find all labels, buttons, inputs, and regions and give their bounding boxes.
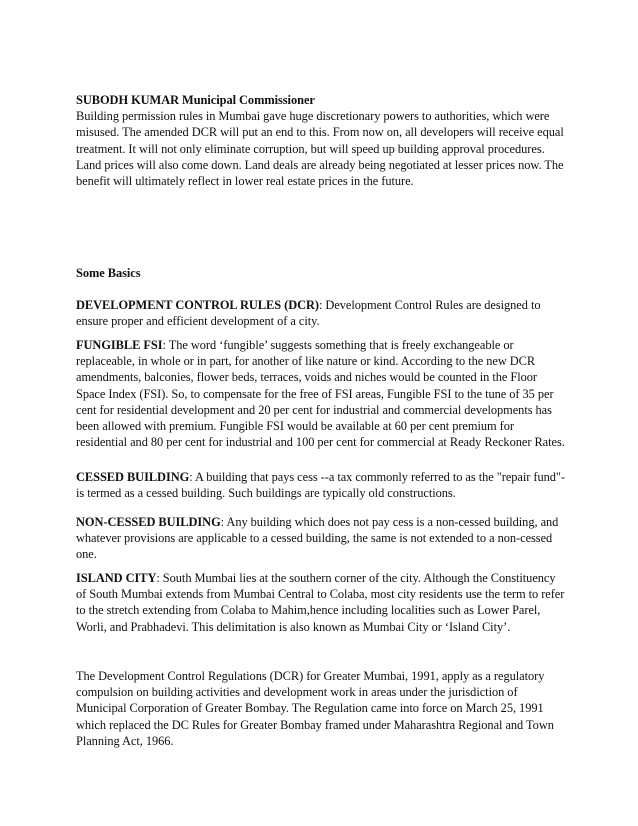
cessed-text: : A building that pays cess --a tax commonly referred to as the "repair fund"- is termed as a cessed building. Such buildings are typically old constructions. [76, 470, 565, 501]
island-term: ISLAND CITY [76, 571, 157, 585]
dcr-term: DEVELOPMENT CONTROL RULES (DCR) [76, 298, 319, 312]
intro-paragraph: Building permission rules in Mumbai gave huge discretionary powers to authorities, which were misused. The amended DCR will put an end to this. From now on, all developers will receive equal treatment. It will not only eliminate corruption, but will speed up building approval procedures. Land prices will also come down. Land deals are already being negotiated at lesser prices now. The benefit will ultimately reflect in lower real estate prices in the future. [76, 109, 564, 189]
non-cessed-building-definition [76, 514, 566, 563]
regulations-paragraph: The Development Control Regulations (DCR) for Greater Mumbai, 1991, apply as a regulatory compulsion on building activities and development work in areas under the jurisdiction of Municipal Corporation of Greater Bombay. The Regulation came into force on March 25, 1991 which replaced the DC Rules for Greater Bombay framed under Maharashtra Regional and Town Planning Act, 1966. [76, 669, 554, 748]
island-text: : South Mumbai lies at the southern corner of the city. Although the Constituency of South Mumbai extends from Mumbai Central to Colaba, most city residents use the term to refer to the stretch extending from Colaba to Mahim,hence including localities such as Lower Parel, Worli, and Prabhadevi. This delimitation is also known as Mumbai City or ‘Island City’. [76, 571, 565, 634]
basics-heading: Some Basics [76, 266, 141, 280]
intro-heading: SUBODH KUMAR Municipal Commissioner [76, 93, 315, 107]
noncessed-text: : Any building which does not pay cess is a non-cessed building, and whatever provisions are applicable to a cessed building, the same is not extended to a non-cessed one. [76, 515, 559, 562]
dcr-text: : Development Control Rules are designed to ensure proper and efficient development of a city. [76, 298, 541, 329]
fsi-text: : The word ‘fungible’ suggests something that is freely exchangeable or replaceable, in whole or in part, for another of like nature or kind. According to the new DCR amendments, balconies, flower beds, terraces, voids and niches would be counted in the Floor Space Index (FSI). So, to compensate for the free of FSI areas, Fungible FSI to the tune of 35 per cent for residential development and 20 per cent for industrial and commercial developments has been allowed with premium. Fungible FSI would be available at 60 per cent premium for residential and 80 per cent for industrial and 100 per cent for commercial at Ready Reckoner Rates. [76, 338, 565, 450]
island-city-definition [76, 570, 566, 635]
fsi-term: FUNGIBLE FSI [76, 338, 163, 352]
intro-section [76, 92, 566, 189]
dcr-definition [76, 297, 566, 329]
noncessed-term: NON-CESSED BUILDING [76, 515, 221, 529]
cessed-building-definition [76, 469, 566, 501]
fungible-fsi-definition [76, 337, 566, 450]
cessed-term: CESSED BUILDING [76, 470, 190, 484]
